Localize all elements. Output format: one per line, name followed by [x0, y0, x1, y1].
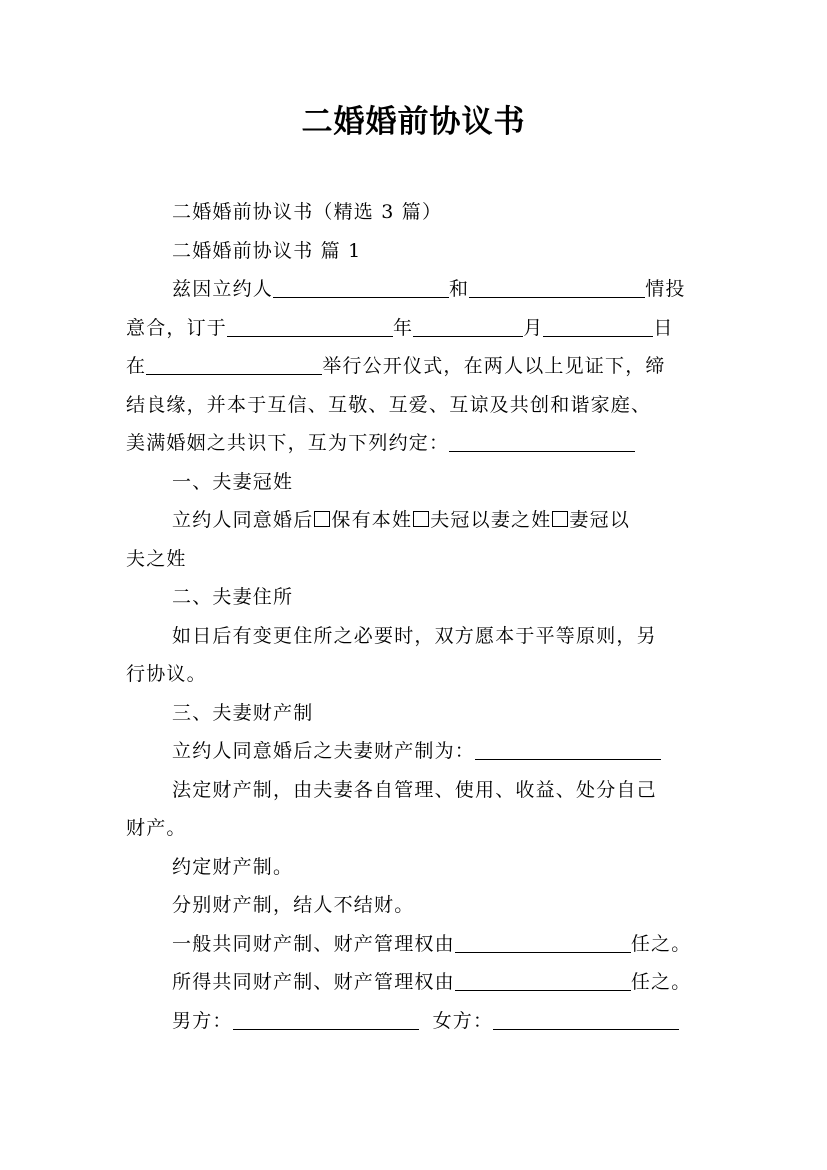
text-fragment: 日 — [653, 316, 674, 339]
text-fragment: 所得共同财产制、财产管理权由 — [172, 971, 455, 993]
text-fragment: 任之。 — [630, 971, 692, 993]
paragraph-line: 行协议。 — [126, 663, 207, 685]
paragraph-line: 约定财产制。 — [172, 855, 294, 878]
female-label: 女方： — [432, 1009, 494, 1032]
paragraph-line — [126, 963, 706, 1002]
checkbox-wife-takes-husband-surname[interactable] — [552, 511, 568, 527]
paragraph-line — [126, 424, 706, 463]
text-fragment: 保有本姓 — [331, 509, 413, 531]
document-title: 二婚婚前协议书 — [301, 104, 526, 140]
section-3-heading: 三、夫妻财产制 — [172, 701, 314, 724]
paragraph-line — [126, 732, 706, 771]
paragraph-line: 如日后有变更住所之必要时，双方愿本于平等原则，另 — [172, 624, 657, 647]
section-1-heading: 一、夫妻冠姓 — [172, 470, 294, 493]
text-fragment: 和 — [449, 278, 470, 300]
paragraph-line: 结良缘，并本于互信、互敬、互爱、互谅及共创和谐家庭、 — [126, 393, 652, 416]
paragraph-line — [126, 501, 706, 540]
text-fragment: 立约人同意婚后之夫妻财产制为： — [172, 740, 476, 762]
text-fragment: 年 — [393, 316, 414, 339]
text-fragment: 月 — [523, 316, 544, 339]
text-fragment: 在 — [126, 355, 147, 377]
subtitle: 二婚婚前协议书（精选 3 篇） — [172, 201, 443, 223]
checkbox-husband-takes-wife-surname[interactable] — [413, 511, 429, 527]
text-fragment: 夫冠以妻之姓 — [430, 509, 552, 531]
section-heading: 二婚婚前协议书 篇 1 — [172, 239, 362, 262]
paragraph-line — [126, 309, 706, 348]
paragraph-line: 分别财产制，结人不结财。 — [172, 894, 415, 916]
signature-line — [126, 1002, 706, 1041]
paragraph-line — [126, 925, 706, 964]
blank-party-a[interactable] — [273, 277, 449, 298]
blank-date-year[interactable] — [227, 316, 393, 337]
paragraph-line: 财产。 — [126, 817, 187, 839]
blank-general-manager[interactable] — [455, 932, 631, 953]
blank-date-day[interactable] — [543, 316, 653, 337]
text-fragment: 妻冠以 — [569, 509, 631, 531]
text-fragment: 一般共同财产制、财产管理权由 — [172, 932, 455, 955]
blank-earnings-manager[interactable] — [455, 970, 631, 991]
checkbox-keep-surname[interactable] — [314, 511, 330, 527]
text-fragment: 情投 — [645, 278, 686, 300]
blank-female-signature[interactable] — [493, 1009, 679, 1030]
blank-party-b[interactable] — [469, 277, 645, 298]
text-fragment: 意合，订于 — [126, 316, 228, 339]
paragraph-line — [126, 347, 706, 386]
blank-date-month[interactable] — [413, 316, 523, 337]
male-label: 男方： — [172, 1009, 233, 1032]
blank-agreement[interactable] — [449, 431, 635, 452]
section-2-heading: 二、夫妻住所 — [172, 586, 294, 608]
paragraph-line — [126, 270, 706, 309]
text-fragment: 任之。 — [630, 932, 692, 955]
document-body — [126, 193, 706, 1040]
text-fragment: 兹因立约人 — [172, 278, 274, 300]
blank-property-system[interactable] — [475, 739, 661, 760]
text-fragment: 美满婚姻之共识下，互为下列约定： — [126, 432, 450, 454]
blank-location[interactable] — [146, 354, 322, 375]
text-fragment: 举行公开仪式，在两人以上见证下，缔 — [322, 355, 666, 377]
paragraph-line: 法定财产制，由夫妻各自管理、使用、收益、处分自己 — [172, 778, 657, 801]
text-fragment: 立约人同意婚后 — [172, 509, 314, 531]
paragraph-line: 夫之姓 — [126, 547, 187, 570]
blank-male-signature[interactable] — [233, 1009, 419, 1030]
